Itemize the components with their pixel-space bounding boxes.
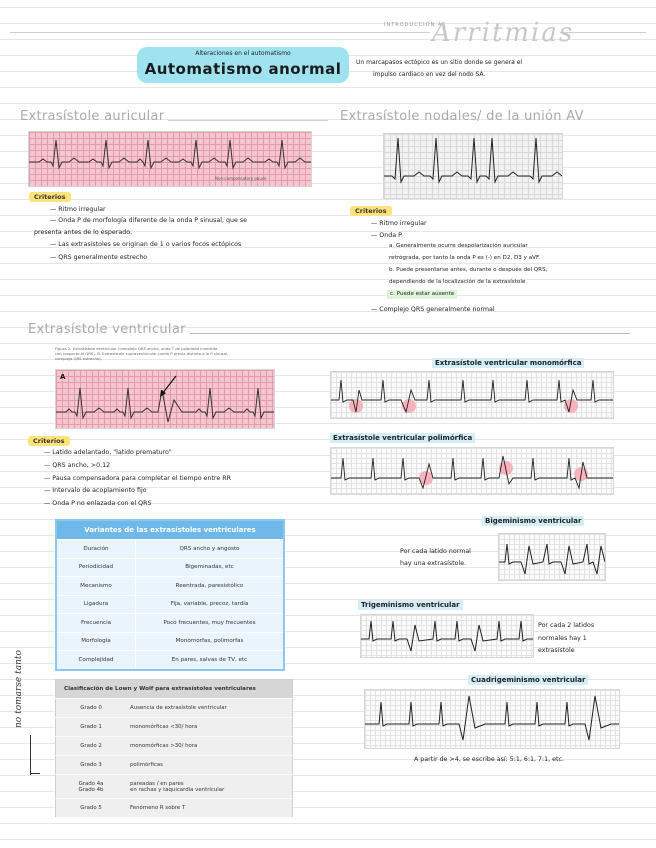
table-row	[56, 737, 293, 756]
variantes-value: QRS ancho y angosto	[136, 540, 285, 559]
auricular-item-5: — QRS generalmente estrecho	[50, 254, 148, 261]
bigeminismo-title: Bigeminismo ventricular	[482, 516, 584, 526]
page-title: Arritmias	[432, 18, 575, 48]
monomorfica-title: Extrasístole ventricular monomórfica	[432, 358, 584, 368]
side-note-arrow-tip	[30, 773, 40, 774]
automatismo-desc-2: impulso cardiaco en vez del nodo SA.	[373, 71, 486, 78]
ventricular-item-1: — Latido adelantado, "latido prematuro"	[44, 449, 172, 456]
lown-desc: monomórficas <30/ hora	[126, 718, 293, 737]
variantes-key: Complejidad	[56, 651, 136, 670]
nodales-item-5: b. Puede presentarse antes, durante o después del QRS,	[389, 267, 548, 273]
ventricular-rule	[190, 333, 630, 334]
table-row	[56, 756, 293, 775]
table-row	[56, 775, 293, 799]
header-rule-left	[10, 32, 430, 33]
table-row	[56, 595, 284, 614]
auricular-item-4: — Las extrasístoles se originan de 1 o varios focos ectópicos	[50, 241, 242, 248]
auricular-rule	[168, 120, 328, 121]
lown-desc-4a: pareadas / en pares	[130, 780, 184, 787]
lown-grade: Grado 0	[56, 699, 127, 718]
lown-desc: polimórficas	[126, 756, 293, 775]
lown-grade	[56, 775, 127, 799]
polimorfica-ecg-strip	[330, 447, 614, 495]
table-row	[56, 614, 284, 633]
automatismo-title: Automatismo anormal	[144, 60, 342, 78]
lown-desc	[126, 775, 293, 799]
nodales-item-1: — Ritmo irregular	[371, 220, 427, 227]
lown-desc: Fenómeno R sobre T	[126, 799, 293, 818]
cuadrigeminismo-ecg-trace	[365, 690, 619, 748]
nodales-ecg-trace	[384, 134, 562, 198]
lown-grade-4b: Grado 4b	[78, 786, 104, 793]
header-small-label: INTRODUCCIÓN AL	[384, 22, 447, 28]
figure-letter: A	[60, 373, 66, 381]
auricular-strip-caption: Non-compensatory pause	[215, 176, 267, 181]
monomorfica-ecg-trace	[331, 372, 613, 418]
ventricular-ecg-strip	[55, 369, 275, 429]
lown-desc-4b: en rachas y taquicardia ventricular	[130, 786, 225, 793]
bigeminismo-ecg-trace	[499, 534, 605, 580]
ventricular-figure-caption	[55, 346, 275, 361]
ventricular-item-5: — Onda P no enlazada con el QRS	[44, 500, 152, 507]
auricular-ecg-trace	[29, 132, 311, 186]
cuadrigeminismo-note: A partir de >4, se escribe así: 5:1, 6:1, 7:1, etc.	[414, 756, 564, 763]
figure-caption-line-1: Figura 2. Extrasístole ventricular (complejo QRS ancho, onda T de polaridad invertida	[55, 346, 218, 351]
variantes-key: Ligadura	[56, 595, 136, 614]
variantes-key: Periodicidad	[56, 558, 136, 577]
variantes-key: Morfología	[56, 632, 136, 651]
cuadrigeminismo-title: Cuadrigeminismo ventricular	[468, 675, 588, 685]
trigeminismo-title: Trigeminismo ventricular	[358, 600, 463, 610]
table-row	[56, 540, 284, 559]
auricular-criteria-tag: Criterios	[29, 192, 71, 202]
variantes-key: Duración	[56, 540, 136, 559]
variantes-value: Bigeminadas, etc	[136, 558, 285, 577]
table-row	[56, 699, 293, 718]
lown-grade-4a: Grado 4a	[78, 780, 104, 787]
auricular-item-1: — Ritmo irregular	[50, 206, 106, 213]
variantes-key: Frecuencia	[56, 614, 136, 633]
trigeminismo-desc-2: normales hay 1	[538, 635, 587, 642]
table-row	[56, 558, 284, 577]
ventricular-item-3: — Pausa compensadora para completar el tiempo entre RR	[44, 475, 231, 482]
lown-table	[55, 679, 293, 818]
auricular-title: Extrasístole auricular	[20, 109, 165, 124]
nodales-title: Extrasístole nodales/ de la unión AV	[340, 109, 584, 124]
automatismo-desc-1: Un marcapasos ectópico es un sitio donde se genera el	[356, 59, 523, 66]
trigeminismo-ecg-trace	[361, 615, 533, 657]
ventricular-title: Extrasístole ventricular	[28, 322, 186, 337]
figure-caption-line-3: complejo QRS estrecho).	[55, 356, 102, 361]
nodales-ecg-strip	[383, 133, 563, 199]
polimorfica-ecg-trace	[331, 448, 613, 494]
ventricular-ecg-trace	[56, 370, 274, 428]
nodales-item-4: retrógrada, por tanto la onda P es (-) en D2, D3 y aVF.	[389, 255, 541, 261]
table-row	[56, 651, 284, 670]
ventricular-item-2: — QRS ancho, >0.12	[44, 462, 111, 469]
ventricular-item-4: — Intervalo de acoplamiento fijo	[44, 487, 147, 494]
auricular-item-3: presenta antes de lo esperado.	[34, 229, 132, 236]
nodales-item-6: dependiendo de la localización de la extrasístole	[389, 279, 526, 285]
figure-caption-line-2: con respecto al QRS). B. Extrasístole supraventricular (onda P previa distinta a la P sinusal,	[55, 351, 229, 356]
trigeminismo-desc-3: extrasístole	[538, 647, 575, 654]
table-row	[56, 799, 293, 818]
polimorfica-title: Extrasístole ventricular polimórfica	[330, 433, 475, 443]
nodales-item-7: c. Puede estar ausente	[387, 290, 457, 299]
cuadrigeminismo-ecg-strip	[364, 689, 620, 749]
variantes-value: Monomorfas, polimorfas	[136, 632, 285, 651]
variantes-value: Reentrada, paresistólico	[136, 577, 285, 596]
lown-grade: Grado 2	[56, 737, 127, 756]
nodales-criteria-tag: Criterios	[350, 206, 392, 216]
lown-grade: Grado 3	[56, 756, 127, 775]
table-row	[56, 632, 284, 651]
variantes-value: Fija, variable, precoz, tardía	[136, 595, 285, 614]
variantes-table	[55, 519, 285, 671]
variantes-key: Mecanismo	[56, 577, 136, 596]
lown-desc: monomórficas >30/ hora	[126, 737, 293, 756]
side-note-arrow	[30, 735, 31, 775]
bigeminismo-ecg-strip	[498, 533, 606, 581]
nodales-item-3: a. Generalmente ocurre despolarización auricular	[389, 243, 528, 249]
lown-title: Clasificación de Lown y Wolf para extrasístoles ventriculares	[56, 680, 293, 699]
nodales-item-8: — Complejo QRS generalmente normal	[371, 306, 495, 313]
lown-side-note: no tomarse tanto	[14, 650, 24, 728]
monomorfica-ecg-strip	[330, 371, 614, 419]
ventricular-criteria-tag: Criterios	[28, 436, 70, 446]
lown-grade: Grado 5	[56, 799, 127, 818]
nodales-item-2: — Onda P	[371, 232, 402, 239]
variantes-value: En pares, salvas de TV, etc	[136, 651, 285, 670]
automatismo-subtitle: Alteraciones en el automatismo	[195, 50, 291, 57]
auricular-item-2: — Onda P de morfología diferente de la onda P sinusal, que se	[50, 217, 248, 224]
bigeminismo-desc-1: Por cada latido normal	[400, 548, 471, 555]
bigeminismo-desc-2: hay una extrasístole.	[400, 560, 467, 567]
trigeminismo-ecg-strip	[360, 614, 534, 658]
variantes-title: Variantes de las extrasístoles ventriculares	[56, 520, 284, 540]
table-row	[56, 718, 293, 737]
variantes-value: Poco frecuentes, muy frecuentes	[136, 614, 285, 633]
trigeminismo-desc-1: Por cada 2 latidos	[538, 622, 595, 629]
table-row	[56, 577, 284, 596]
auricular-ecg-strip	[28, 131, 312, 187]
lown-desc: Ausencia de extrasístole ventricular	[126, 699, 293, 718]
lown-grade: Grado 1	[56, 718, 127, 737]
